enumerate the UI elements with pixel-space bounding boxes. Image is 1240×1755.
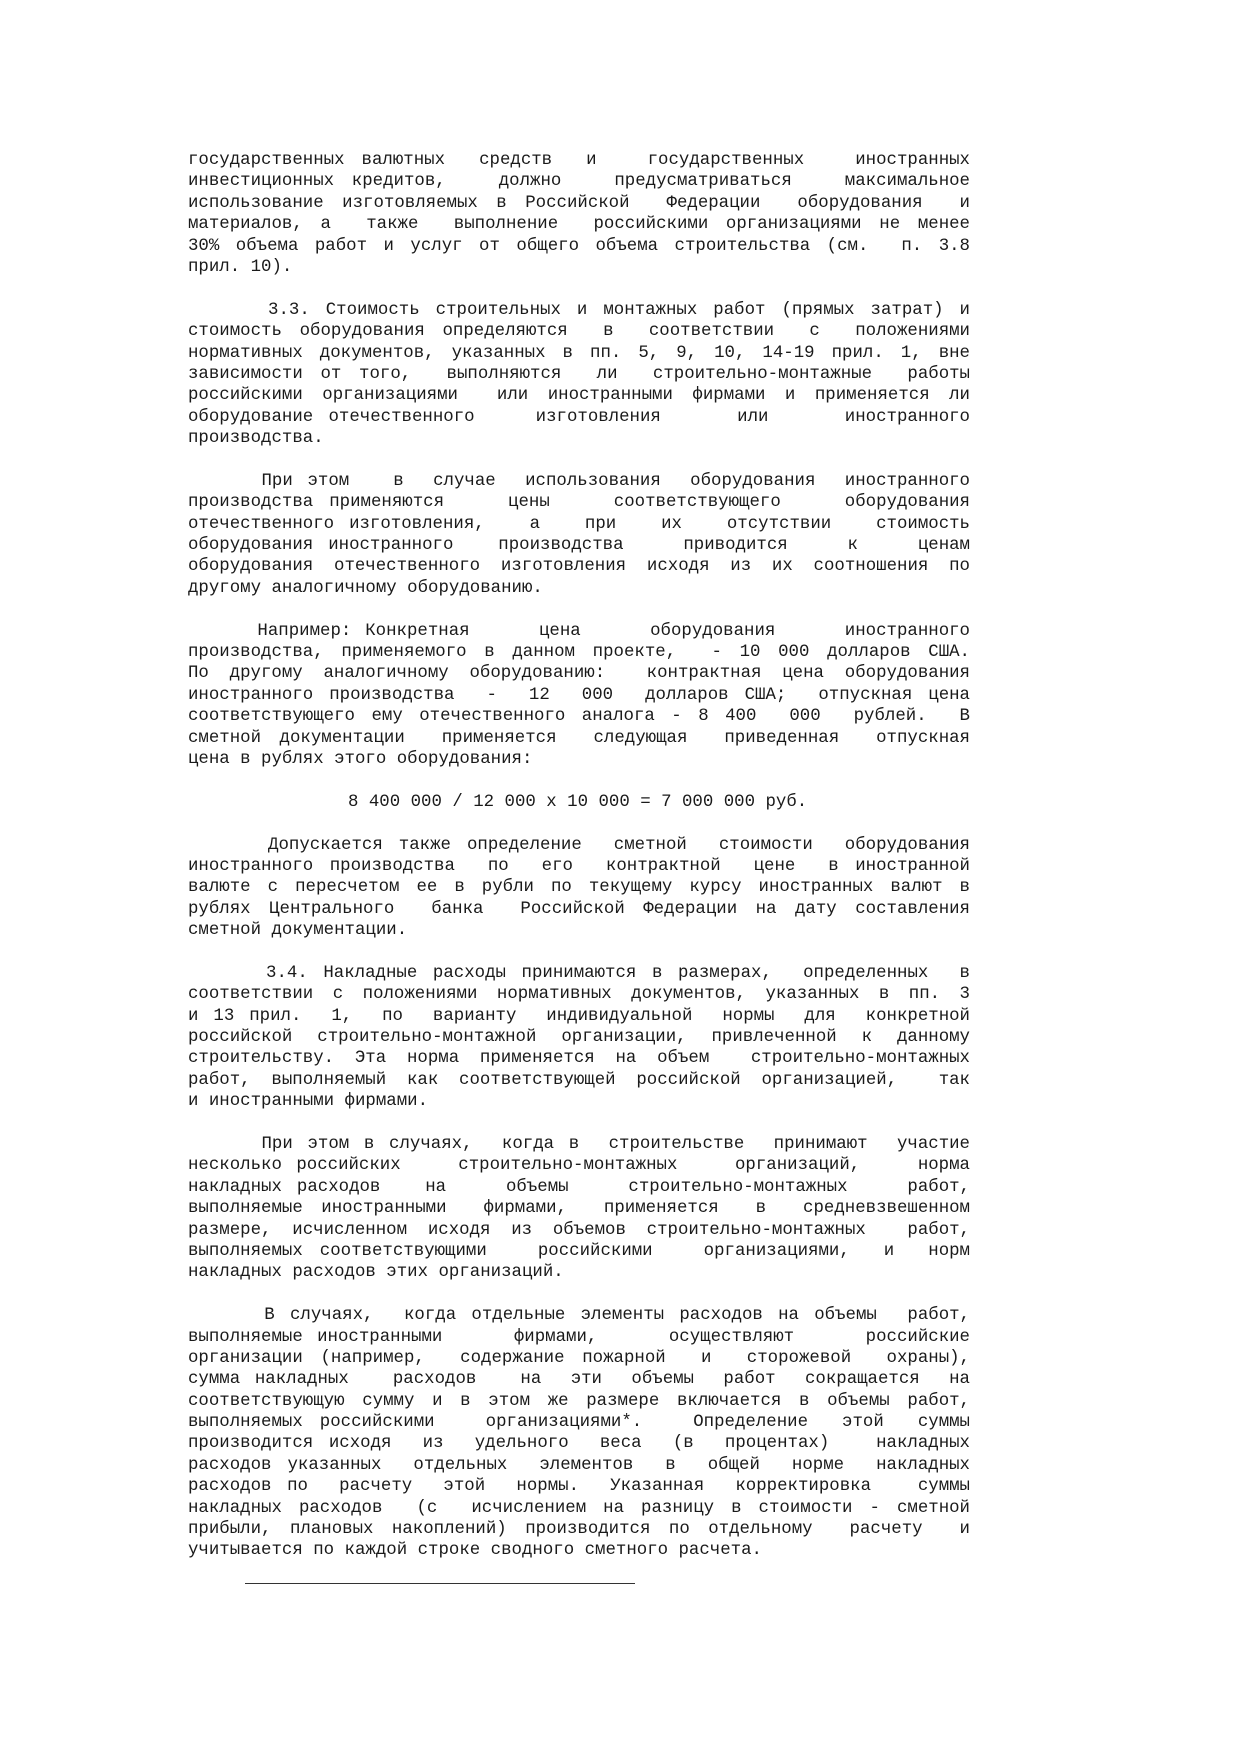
footnote-separator xyxy=(245,1583,635,1584)
text-line: материалов, а также выполнение российскими организациями не менее xyxy=(188,215,970,235)
text-line: валюте с пересчетом ее в рубли по текущему курсу иностранных валют в xyxy=(188,878,970,898)
text-line: инвестиционных кредитов, должно предусматриваться максимальное xyxy=(188,172,970,192)
text-line: зависимости от того, выполняются ли строительно-монтажные работы xyxy=(188,364,970,384)
paragraph-foreign-equipment xyxy=(188,471,970,599)
text-line: прил. 10). xyxy=(188,257,293,277)
text-line: накладных расходов на объемы строительно-монтажных работ, xyxy=(188,1177,970,1197)
text-line: иностранного производства по его контрактной цене в иностранной xyxy=(188,856,970,876)
text-line: российскими организациями или иностранными фирмами и применяется ли xyxy=(188,386,970,406)
text-line: работ, выполняемый как соответствующей российской организацией, так xyxy=(188,1070,970,1090)
text-line: учитывается по каждой строке сводного сметного расчета. xyxy=(188,1541,762,1561)
text-line: соответствующего ему отечественного аналога - 8 400 000 рублей. В xyxy=(188,707,970,727)
text-line: Например: Конкретная цена оборудования иностранного xyxy=(188,621,970,641)
text-line: несколько российских строительно-монтажных организаций, норма xyxy=(188,1156,970,1176)
text-line: производства. xyxy=(188,429,324,449)
text-line: производства, применяемого в данном проекте, - 10 000 долларов США. xyxy=(188,642,970,662)
text-line: выполняемые иностранными фирмами, применяется в средневзвешенном xyxy=(188,1199,970,1219)
paragraph-contract-price xyxy=(188,835,970,942)
text-line: 3.4. Накладные расходы принимаются в размерах, определенных в xyxy=(188,963,970,983)
text-line: По другому аналогичному оборудованию: контрактная цена оборудования xyxy=(188,664,970,684)
text-line: При этом в случае использования оборудования иностранного xyxy=(188,471,970,491)
text-line: Допускается также определение сметной стоимости оборудования xyxy=(188,835,970,855)
text-line: выполняемых соответствующими российскими организациями, и норм xyxy=(188,1241,970,1261)
text-line: российской строительно-монтажной организации, привлеченной к данному xyxy=(188,1028,970,1048)
text-line: размере, исчисленном исходя из объемов строительно-монтажных работ, xyxy=(188,1220,970,1240)
text-line: выполняемые иностранными фирмами, осуществляют российские xyxy=(188,1327,970,1347)
text-line: оборудования иностранного производства приводится к ценам xyxy=(188,536,970,556)
price-formula: 8 400 000 / 12 000 х 10 000 = 7 000 000 руб. xyxy=(348,792,808,812)
paragraph-example xyxy=(188,621,970,771)
text-line: 30% объема работ и услуг от общего объема строительства (см. п. 3.8 xyxy=(188,236,970,256)
text-line: иностранного производства - 12 000 долларов США; отпускная цена xyxy=(188,685,970,705)
text-line: сметной документации. xyxy=(188,921,408,941)
text-line: В случаях, когда отдельные элементы расходов на объемы работ, xyxy=(188,1306,970,1326)
paragraph-separate-elements xyxy=(188,1305,970,1562)
text-line: нормативных документов, указанных в пп. 5, 9, 10, 14-19 прил. 1, вне xyxy=(188,343,970,363)
text-line: выполняемых российскими организациями*. Определение этой суммы xyxy=(188,1413,970,1433)
text-line: цена в рублях этого оборудования: xyxy=(188,749,533,769)
text-line: 3.3. Стоимость строительных и монтажных работ (прямых затрат) и xyxy=(188,300,970,320)
text-line: накладных расходов (с исчислением на разницу в стоимости - сметной xyxy=(188,1498,970,1518)
text-line: и иностранными фирмами. xyxy=(188,1092,429,1112)
paragraph-3-4 xyxy=(188,963,970,1113)
paragraph-3-3 xyxy=(188,300,970,450)
text-line: накладных расходов этих организаций. xyxy=(188,1263,564,1283)
text-line: оборудование отечественного изготовления или иностранного xyxy=(188,407,970,427)
text-line: строительству. Эта норма применяется на объем строительно-монтажных xyxy=(188,1049,970,1069)
text-line: государственных валютных средств и государственных иностранных xyxy=(188,151,970,170)
text-line: другому аналогичному оборудованию. xyxy=(188,578,543,598)
text-line: производится исходя из удельного веса (в процентах) накладных xyxy=(188,1434,970,1454)
text-line: расходов по расчету этой нормы. Указанная корректировка суммы xyxy=(188,1477,970,1497)
text-line: производства применяются цены соответствующего оборудования xyxy=(188,493,970,513)
document-body xyxy=(188,150,970,1583)
text-line: рублях Центрального банка Российской Федерации на дату составления xyxy=(188,899,970,919)
text-line: соответствии с положениями нормативных документов, указанных в пп. 3 xyxy=(188,985,970,1005)
text-line: соответствующую сумму и в этом же размере включается в объемы работ, xyxy=(188,1391,970,1411)
text-line: прибыли, плановых накоплений) производится по отдельному расчету и xyxy=(188,1520,970,1540)
text-line: расходов указанных отдельных элементов в общей норме накладных xyxy=(188,1455,970,1475)
text-line: отечественного изготовления, а при их отсутствии стоимость xyxy=(188,514,970,534)
text-line: организации (например, содержание пожарной и сторожевой охраны), xyxy=(188,1348,970,1368)
text-line: использование изготовляемых в Российской Федерации оборудования и xyxy=(188,193,970,213)
text-line: сумма накладных расходов на эти объемы работ сокращается на xyxy=(188,1370,970,1390)
paragraph-intro-continuation xyxy=(188,150,970,278)
text-line: сметной документации применяется следующая приведенная отпускная xyxy=(188,728,970,748)
text-line: оборудования отечественного изготовления исходя из их соотношения по xyxy=(188,557,970,577)
text-line: стоимость оборудования определяются в соответствии с положениями xyxy=(188,322,970,342)
paragraph-weighted-overhead xyxy=(188,1134,970,1284)
text-line: При этом в случаях, когда в строительстве принимают участие xyxy=(188,1134,970,1154)
text-line: и 13 прил. 1, по варианту индивидуальной нормы для конкретной xyxy=(188,1006,970,1026)
